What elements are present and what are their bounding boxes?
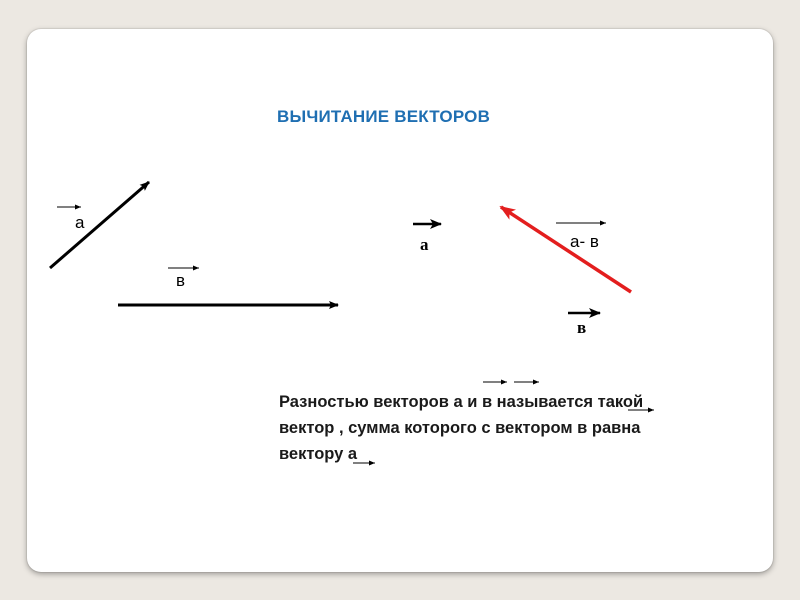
definition-text <box>279 389 729 467</box>
label-b-right: в <box>577 318 587 337</box>
definition-line-2: вектор , сумма которого с вектором в равна <box>279 419 641 437</box>
definition-line-1: Разностью векторов а и в называется такой <box>279 393 644 411</box>
slide-title: ВЫЧИТАНИЕ ВЕКТОРОВ <box>277 107 491 126</box>
label-a-right: а <box>420 235 429 254</box>
label-a-left: а <box>75 213 85 232</box>
label-b-left: в <box>176 271 186 290</box>
definition-line-3: вектору а <box>279 445 358 463</box>
label-difference: а- в <box>570 232 599 251</box>
vector-difference <box>501 207 631 292</box>
vector-a-left <box>50 182 149 268</box>
